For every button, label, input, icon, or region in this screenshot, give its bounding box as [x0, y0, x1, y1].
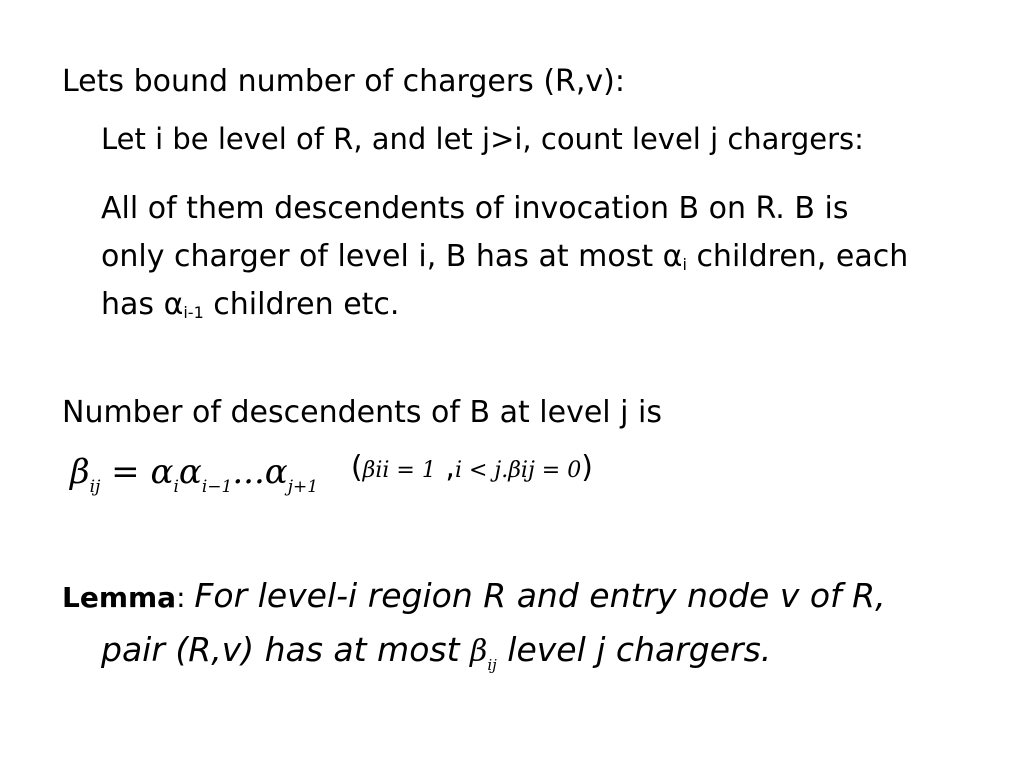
slide-line-count-level-j: Let i be level of R, and let j>i, count level j chargers:	[101, 122, 864, 156]
lemma-text-2-end: level j chargers.	[496, 630, 772, 669]
formula-beta-subscript: ij	[89, 477, 101, 497]
formula-equals: =	[100, 452, 151, 492]
condition-separator: ,	[435, 450, 455, 485]
lemma-row-2	[62, 624, 886, 682]
lemma-text-1: For level-i region R and entry node v of R,	[194, 576, 886, 615]
formula-dots: ...	[232, 452, 265, 492]
paragraph-row-2	[101, 233, 981, 281]
row3-text-end: children etc.	[203, 287, 400, 322]
row3-text: has α	[101, 287, 184, 322]
condition-beta-ii: βii = 1	[362, 458, 436, 483]
formula-alpha-2: α	[178, 452, 202, 492]
lemma-colon: :	[176, 581, 195, 614]
alpha-subscript-i: i	[682, 255, 687, 274]
lemma-label: Lemma	[62, 581, 177, 614]
lemma-statement	[62, 570, 886, 682]
formula-alpha-2-subscript: i−1	[201, 477, 233, 497]
lemma-beta-subscript: ij	[487, 656, 497, 674]
lemma-beta: β	[470, 634, 488, 669]
condition-beta-ij: i < j.βij = 0	[454, 458, 582, 483]
formula-alpha-3: α	[264, 452, 288, 492]
condition-close-paren: )	[581, 450, 593, 485]
condition-open-paren: (	[350, 450, 363, 485]
slide-line-bound-chargers: Lets bound number of chargers (R,v):	[62, 64, 625, 99]
formula-alpha-1-subscript: i	[173, 477, 179, 497]
paragraph-row-1: All of them descendents of invocation B on R. B is	[101, 191, 849, 226]
alpha-subscript-i-1: i-1	[183, 303, 204, 322]
formula-alpha-1: α	[150, 452, 174, 492]
lemma-row-1	[62, 570, 886, 624]
formula-beta: β	[70, 452, 90, 492]
slide-line-number-of-descendents: Number of descendents of B at level j is	[62, 395, 662, 430]
descendents-paragraph	[101, 185, 981, 329]
row2-text-end: children, each	[686, 239, 909, 274]
paragraph-row-3	[101, 281, 981, 329]
lemma-text-2: pair (R,v) has at most	[101, 630, 471, 669]
row2-text: only charger of level i, B has at most α	[101, 239, 683, 274]
formula-alpha-3-subscript: j+1	[287, 477, 319, 497]
beta-formula	[70, 452, 593, 498]
